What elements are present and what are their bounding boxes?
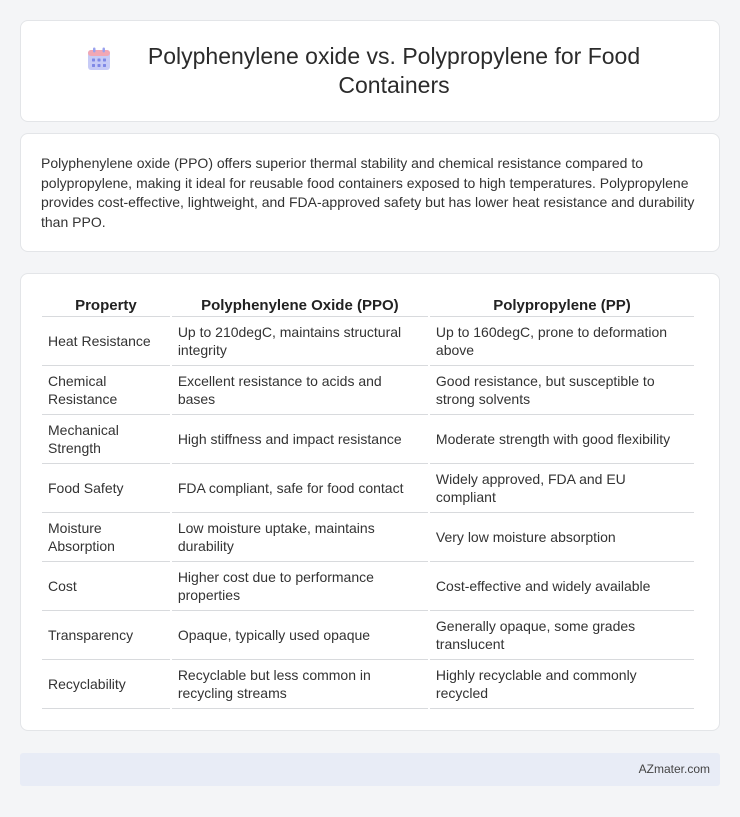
table-row <box>42 317 694 366</box>
cell-pp: Widely approved, FDA and EU compliant <box>430 464 694 513</box>
footer-bar <box>20 753 720 786</box>
title-card <box>20 20 720 122</box>
cell-property: Recyclability <box>42 660 170 709</box>
footer-brand-link[interactable]: AZmater.com <box>638 762 710 776</box>
cell-property: Heat Resistance <box>42 317 170 366</box>
page-title: Polyphenylene oxide vs. Polypropylene for Food Containers <box>147 43 641 98</box>
cell-property: Transparency <box>42 611 170 660</box>
table-row <box>42 660 694 709</box>
comparison-card <box>20 273 720 731</box>
cell-ppo: Recyclable but less common in recycling streams <box>172 660 428 709</box>
cell-property: Moisture Absorption <box>42 513 170 562</box>
calendar-icon <box>86 46 112 72</box>
cell-property: Cost <box>42 562 170 611</box>
cell-property: Mechanical Strength <box>42 415 170 464</box>
cell-ppo: Higher cost due to performance properties <box>172 562 428 611</box>
cell-ppo: Low moisture uptake, maintains durability <box>172 513 428 562</box>
cell-pp: Good resistance, but susceptible to strong solvents <box>430 366 694 415</box>
header-ppo: Polyphenylene Oxide (PPO) <box>172 294 428 317</box>
cell-ppo: Up to 210degC, maintains structural integrity <box>172 317 428 366</box>
cell-ppo: High stiffness and impact resistance <box>172 415 428 464</box>
cell-property: Food Safety <box>42 464 170 513</box>
title-wrap <box>21 42 719 100</box>
cell-pp: Moderate strength with good flexibility <box>430 415 694 464</box>
header-property: Property <box>42 294 170 317</box>
table-row <box>42 464 694 513</box>
cell-pp: Up to 160degC, prone to deformation above <box>430 317 694 366</box>
table-header-row <box>42 294 694 317</box>
cell-pp: Highly recyclable and commonly recycled <box>430 660 694 709</box>
table-row <box>42 611 694 660</box>
cell-ppo: Opaque, typically used opaque <box>172 611 428 660</box>
cell-property: Chemical Resistance <box>42 366 170 415</box>
header-pp: Polypropylene (PP) <box>430 294 694 317</box>
cell-pp: Generally opaque, some grades translucent <box>430 611 694 660</box>
cell-pp: Very low moisture absorption <box>430 513 694 562</box>
table-row <box>42 562 694 611</box>
summary-card <box>20 133 720 252</box>
cell-pp: Cost-effective and widely available <box>430 562 694 611</box>
comparison-table <box>40 294 696 709</box>
summary-text: Polyphenylene oxide (PPO) offers superior thermal stability and chemical resistance compared to polypropylene, making it ideal for reusable food containers exposed to high temperatures. Polypropylene provides cost-effective, lightweight, and FDA-approved safety but has lower heat resistance and durability than PPO. <box>41 155 695 230</box>
table-row <box>42 366 694 415</box>
cell-ppo: Excellent resistance to acids and bases <box>172 366 428 415</box>
table-row <box>42 415 694 464</box>
cell-ppo: FDA compliant, safe for food contact <box>172 464 428 513</box>
table-row <box>42 513 694 562</box>
